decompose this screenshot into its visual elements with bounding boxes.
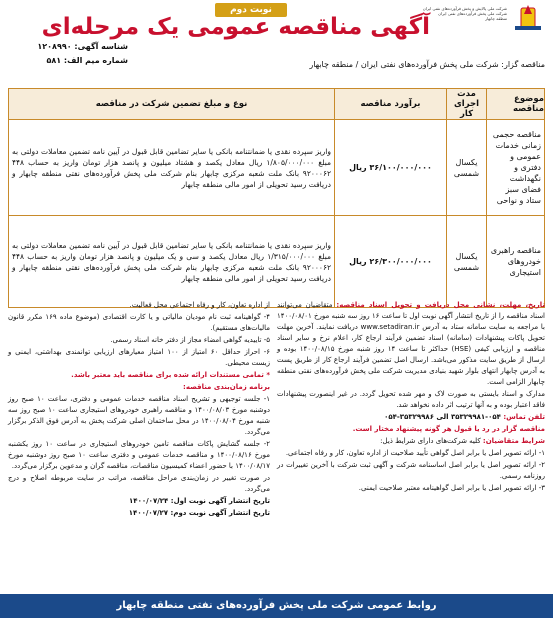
paragraph: مناقصه گزار در رد یا قبول هر گونه پیشنهاد مختار است. (352, 425, 545, 433)
org-line: منطقه چابهار (485, 16, 507, 21)
body-column-right (277, 300, 545, 590)
col-header-estimate: برآورد مناقصه (335, 89, 447, 120)
paragraph (277, 412, 545, 423)
ad-title: آگهی مناقصه عمومی یک مرحله‌ای (41, 14, 430, 40)
note: * تمامی مستندات ارائه شده برای مناقصه باید معتبر باشد. (71, 371, 270, 379)
section-label: برنامه زمان‌بندی مناقصه: (183, 383, 270, 391)
body-column-left (8, 300, 270, 590)
cell-subject: مناقصه راهبری خودروهای استیجاری (487, 216, 545, 308)
col-header-duration: مدت اجرای کار (447, 89, 487, 120)
list-item: ۳- ارائه تصویر اصل یا برابر اصل گواهینامه معتبر صلاحیت ایمنی. (358, 484, 545, 492)
ad-meta (8, 40, 128, 68)
section-label: تلفن تماس: (503, 413, 545, 421)
section-label: تاریخ، مهلت، نشانی محل دریافت و تحویل اسناد مناقصه: (336, 301, 545, 309)
public-relations-footer: روابط عمومی شرکت ملی پخش فرآورده‌های نفتی منطقه چابهار (0, 594, 553, 618)
section-text: متقاضیان می‌توانند اسناد مناقصه را از تاریخ انتشار آگهی نوبت اول تا ساعت ۱۶ روز سه شنبه مورخ ۱۴۰۰/۰۸/۰۱ با مراجعه به سایت سامانه ستاد به آدرس www.setadiran.ir دریافت نمایند. آخرین مهلت تحویل پاکات پیشنهادات (سامانه) اسناد تضمین فرآیند ارجاع کار، اعلام نرخ و سایر اسناد مناقصه و ارزیابی کیفی (HSE) حداکثر تا ساعت ۱۴ روز شنبه مورخ ۱۴۰۰/۰۸/۱۵ بوده و ارسال از طریق سایت مذکور می‌باشد. ارسال اصل تضمین فرآیند ارجاع کار از طریق پست به آدرس چابهار انتهای بلوار شهید بنیادی مدیریت شرکت ملی پخش فرآورده‌های نفتی منطقه چابهار الزامی است. (277, 301, 545, 386)
section-label: شرایط متقاضیان: (482, 437, 545, 445)
cell-guarantee: واریز سپرده نقدی یا ضمانتنامه بانکی یا سایر تضامین قابل قبول در آیین نامه تضمین معاملات دولتی به مبلغ ۱/۳۱۵/۰۰۰/۰۰۰ ریال معادل یکصد و سی و یک میلیون و پانصد هزار تومان واریز به حساب ۴۴۸ ۹۲۰۰۰۶۲ بانک ملت شعبه مرکزی چابهار بنام شرکت ملی پخش فرآورده‌های نفتی منطقه چابهار و دریافت رسید تحویلی از امور مالی منطقه چابهار (9, 216, 335, 308)
list-item: ۴- گواهینامه ثبت نام مودیان مالیاتی و یا کارت اقتصادی (موضوع ماده ۱۶۹ مکرر قانون مالیات‌های مستقیم). (8, 313, 271, 332)
org-line: شرکت ملی پخش فرآورده‌های نفتی ایران (438, 11, 507, 16)
cell-estimate: ۲۶/۳۰۰/۰۰۰/۰۰۰ ریال (335, 216, 447, 308)
list-item: از اداره تعاون، کار و رفاه اجتماعی محل فعالیت. (129, 301, 270, 309)
publish-date-second: تاریخ انتشار آگهی نوبت دوم: ۱۴۰۰/۰۷/۲۷ (128, 509, 270, 517)
cell-estimate: ۳۶/۱۰۰/۰۰۰/۰۰۰ ریال (335, 120, 447, 216)
paragraph: در صورت تغییر در زمان‌بندی مراحل مناقصه، مراتب در سایت مربوطه اصلاح و درج می‌گردد. (8, 474, 270, 493)
ad-body (8, 300, 545, 590)
table-header-row (9, 89, 545, 120)
list-item: ۲- جلسه گشایش پاکات مناقصه تامین خودروهای استیجاری در ساعت ۱۰ روز یکشنبه مورخ ۱۴۰۰/۰۸/۱۶ و مناقصه خدمات عمومی و دفتری ساعت ۱۰ صبح روز دوشنبه مورخ ۱۴۰۰/۰۸/۱۷ با حضور اعضاء کمیسیون مناقصات، مناقصه گران و مدعوین برگزار می‌گردد. (8, 440, 270, 470)
list-item: ۱- جلسه توجیهی و تشریح اسناد مناقصه خدمات عمومی و دفتری، ساعت ۱۰ صبح روز دوشنبه مورخ ۱۴۰۰/۰۸/۰۳ و مناقصه راهبری خودروهای استیجاری ساعت ۱۰ صبح روز سه شنبه مورخ ۱۴۰۰/۰۸/۰۴ در محل ساختمان اصلی شرکت پخش به آدرس فوق الذکر برگزار می‌گردد. (8, 395, 271, 436)
org-line: شرکت ملی پالایش و پخش فرآورده‌های نفتی ایران (422, 6, 507, 11)
tenderer-line: مناقصه گزار: شرکت ملی پخش فرآورده‌های نفتی ایران / منطقه چابهار (309, 60, 545, 69)
table-row (9, 120, 545, 216)
paragraph (277, 300, 545, 388)
round-badge: نوبت دوم (215, 3, 287, 17)
tender-number: شناسه آگهی: ۱۲۰۸۹۹۰ (37, 42, 128, 51)
ref-number: شماره میم الف: ۵۸۱ (46, 56, 128, 65)
list-item: ۶- احراز حداقل ۶۰ امتیاز از ۱۰۰ امتیاز معیارهای ارزیابی توانمندی بهداشتی، ایمنی و زیست محیطی. (8, 348, 270, 367)
phone-numbers: ۰۵۴-۳۵۳۲۹۹۸۱ الی ۳۵۳۲۹۹۸۶-۰۵۴ (384, 413, 504, 421)
oil-company-logo-icon (511, 2, 545, 32)
list-item: ۵- تاییدیه گواهی امضاء مجاز از دفتر خانه اسناد رسمی. (110, 336, 270, 344)
list-item: ۱- ارائه تصویر اصل یا برابر اصل گواهی تأیید صلاحیت از اداره تعاون، کار و رفاه اجتماعی. (285, 449, 545, 457)
paragraph (277, 436, 545, 447)
list-item: ۲- ارائه تصویر اصل یا برابر اصل اساسنامه شرکت و آگهی ثبت شرکت با آخرین تغییرات در روزنامه رسمی. (277, 461, 545, 480)
publish-date-first: تاریخ انتشار آگهی نوبت اول: ۱۴۰۰/۰۷/۲۴ (129, 497, 270, 505)
section-text: کلیه شرکت‌های دارای شرایط ذیل: (380, 437, 483, 445)
col-header-guarantee: نوع و مبلغ تضمین شرکت در مناقصه (9, 89, 335, 120)
table-row (9, 216, 545, 308)
cell-subject: مناقصه حجمی زمانی خدمات عمومی و دفتری و نگهداشت فضای سبز ستاد و نواحی (487, 120, 545, 216)
paragraph: مدارک و اسناد بایستی به صورت لاک و مهر شده تحویل گردد. در غیر اینصورت پیشنهادات فاقد اعتبار بوده و به آنها ترتیب اثر داده نخواهد شد. (277, 390, 545, 409)
cell-duration: یکسال شمسی (447, 120, 487, 216)
col-header-subject: موضوع مناقصه (487, 89, 545, 120)
tender-table (8, 88, 545, 308)
cell-duration: یکسال شمسی (447, 216, 487, 308)
cell-guarantee: واریز سپرده نقدی یا ضمانتنامه بانکی یا سایر تضامین قابل قبول در آیین نامه تضمین معاملات دولتی به مبلغ ۱/۸۰۵/۰۰۰/۰۰۰ ریال معادل یکصد و هشتاد میلیون و پانصد هزار تومان واریز به حساب ۴۴۸ ۹۲۰۰۰۶۲ بانک ملت شعبه مرکزی چابهار بنام شرکت ملی پخش فرآورده‌های نفتی منطقه چابهار و دریافت رسید تحویلی از امور مالی منطقه چابهار (9, 120, 335, 216)
